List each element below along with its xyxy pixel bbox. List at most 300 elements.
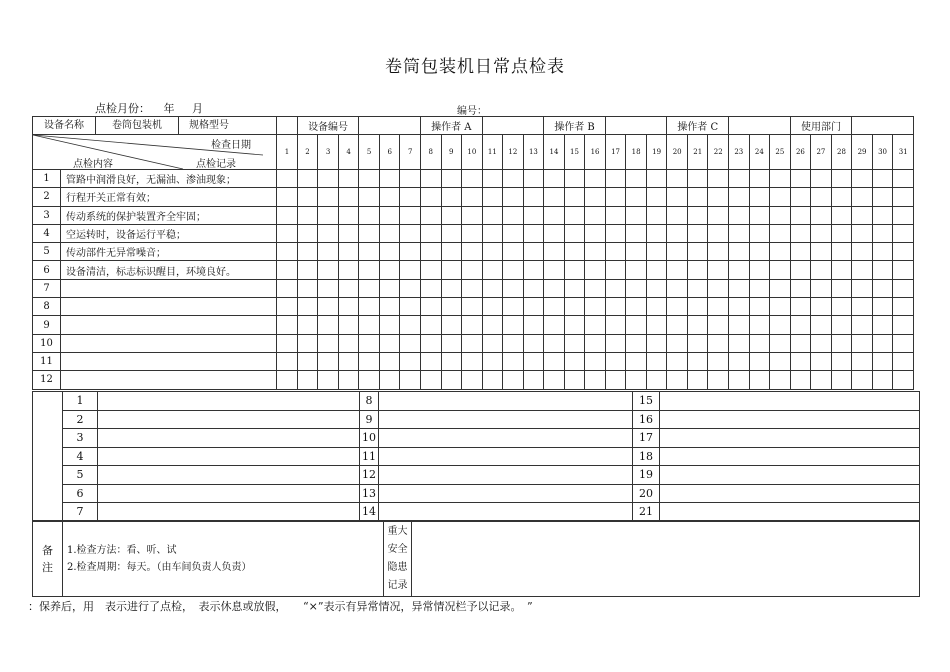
- check-cell[interactable]: [523, 224, 544, 242]
- check-cell[interactable]: [831, 243, 852, 261]
- check-cell[interactable]: [708, 279, 729, 297]
- check-cell[interactable]: [359, 206, 380, 224]
- check-cell[interactable]: [338, 243, 359, 261]
- check-cell[interactable]: [359, 170, 380, 188]
- spec-value[interactable]: [277, 117, 298, 135]
- check-cell[interactable]: [749, 371, 770, 389]
- check-cell[interactable]: [359, 261, 380, 279]
- check-cell[interactable]: [503, 334, 524, 352]
- check-cell[interactable]: [359, 371, 380, 389]
- check-cell[interactable]: [749, 352, 770, 370]
- check-cell[interactable]: [852, 279, 873, 297]
- check-cell[interactable]: [462, 371, 483, 389]
- check-cell[interactable]: [585, 224, 606, 242]
- check-cell[interactable]: [503, 298, 524, 316]
- check-cell[interactable]: [585, 334, 606, 352]
- check-cell[interactable]: [708, 352, 729, 370]
- check-cell[interactable]: [831, 188, 852, 206]
- check-cell[interactable]: [338, 261, 359, 279]
- check-cell[interactable]: [687, 334, 708, 352]
- check-cell[interactable]: [729, 316, 750, 334]
- check-cell[interactable]: [605, 334, 626, 352]
- check-cell[interactable]: [441, 261, 462, 279]
- operator-c-value[interactable]: [729, 117, 791, 135]
- check-cell[interactable]: [503, 261, 524, 279]
- check-cell[interactable]: [462, 298, 483, 316]
- check-cell[interactable]: [277, 224, 298, 242]
- check-cell[interactable]: [462, 261, 483, 279]
- check-cell[interactable]: [379, 206, 400, 224]
- check-cell[interactable]: [605, 170, 626, 188]
- check-cell[interactable]: [729, 279, 750, 297]
- check-cell[interactable]: [708, 206, 729, 224]
- check-cell[interactable]: [831, 316, 852, 334]
- check-cell[interactable]: [462, 170, 483, 188]
- check-cell[interactable]: [585, 170, 606, 188]
- check-cell[interactable]: [338, 298, 359, 316]
- check-cell[interactable]: [687, 188, 708, 206]
- check-cell[interactable]: [400, 206, 421, 224]
- check-cell[interactable]: [687, 206, 708, 224]
- check-cell[interactable]: [482, 224, 503, 242]
- check-cell[interactable]: [523, 352, 544, 370]
- check-cell[interactable]: [687, 316, 708, 334]
- check-cell[interactable]: [605, 298, 626, 316]
- check-cell[interactable]: [379, 243, 400, 261]
- check-cell[interactable]: [667, 298, 688, 316]
- check-cell[interactable]: [482, 170, 503, 188]
- check-cell[interactable]: [379, 188, 400, 206]
- check-cell[interactable]: [544, 188, 565, 206]
- check-cell[interactable]: [318, 352, 339, 370]
- check-cell[interactable]: [379, 371, 400, 389]
- check-cell[interactable]: [687, 279, 708, 297]
- check-cell[interactable]: [872, 298, 893, 316]
- check-cell[interactable]: [379, 352, 400, 370]
- check-cell[interactable]: [729, 261, 750, 279]
- check-cell[interactable]: [893, 261, 914, 279]
- check-cell[interactable]: [585, 316, 606, 334]
- check-cell[interactable]: [831, 279, 852, 297]
- check-cell[interactable]: [708, 261, 729, 279]
- check-cell[interactable]: [770, 206, 791, 224]
- check-cell[interactable]: [646, 188, 667, 206]
- check-cell[interactable]: [749, 188, 770, 206]
- check-cell[interactable]: [626, 224, 647, 242]
- check-cell[interactable]: [893, 224, 914, 242]
- check-cell[interactable]: [893, 298, 914, 316]
- check-cell[interactable]: [400, 298, 421, 316]
- check-cell[interactable]: [564, 316, 585, 334]
- check-cell[interactable]: [872, 170, 893, 188]
- check-cell[interactable]: [708, 243, 729, 261]
- check-cell[interactable]: [482, 188, 503, 206]
- check-cell[interactable]: [646, 170, 667, 188]
- check-cell[interactable]: [420, 352, 441, 370]
- check-cell[interactable]: [811, 170, 832, 188]
- check-cell[interactable]: [359, 316, 380, 334]
- check-cell[interactable]: [462, 206, 483, 224]
- issue-record[interactable]: [660, 429, 920, 448]
- check-cell[interactable]: [605, 188, 626, 206]
- check-cell[interactable]: [441, 188, 462, 206]
- check-cell[interactable]: [523, 188, 544, 206]
- check-cell[interactable]: [277, 243, 298, 261]
- check-cell[interactable]: [872, 334, 893, 352]
- check-cell[interactable]: [626, 261, 647, 279]
- check-cell[interactable]: [523, 279, 544, 297]
- check-cell[interactable]: [852, 316, 873, 334]
- check-cell[interactable]: [770, 279, 791, 297]
- check-cell[interactable]: [605, 371, 626, 389]
- check-cell[interactable]: [626, 170, 647, 188]
- check-cell[interactable]: [420, 188, 441, 206]
- check-cell[interactable]: [379, 334, 400, 352]
- check-cell[interactable]: [605, 352, 626, 370]
- check-cell[interactable]: [297, 334, 318, 352]
- check-cell[interactable]: [687, 170, 708, 188]
- check-cell[interactable]: [544, 298, 565, 316]
- check-cell[interactable]: [482, 371, 503, 389]
- check-cell[interactable]: [770, 316, 791, 334]
- check-cell[interactable]: [893, 316, 914, 334]
- check-cell[interactable]: [585, 261, 606, 279]
- check-cell[interactable]: [605, 279, 626, 297]
- check-cell[interactable]: [523, 206, 544, 224]
- check-cell[interactable]: [667, 279, 688, 297]
- check-cell[interactable]: [297, 261, 318, 279]
- check-cell[interactable]: [462, 316, 483, 334]
- issue-record[interactable]: [379, 484, 633, 503]
- check-cell[interactable]: [420, 243, 441, 261]
- check-cell[interactable]: [605, 261, 626, 279]
- check-cell[interactable]: [770, 371, 791, 389]
- check-cell[interactable]: [831, 170, 852, 188]
- check-cell[interactable]: [564, 298, 585, 316]
- check-cell[interactable]: [523, 298, 544, 316]
- check-cell[interactable]: [893, 243, 914, 261]
- check-cell[interactable]: [318, 371, 339, 389]
- check-cell[interactable]: [585, 279, 606, 297]
- check-cell[interactable]: [420, 170, 441, 188]
- check-cell[interactable]: [852, 243, 873, 261]
- check-cell[interactable]: [420, 334, 441, 352]
- check-cell[interactable]: [503, 316, 524, 334]
- check-cell[interactable]: [379, 279, 400, 297]
- check-cell[interactable]: [585, 188, 606, 206]
- check-cell[interactable]: [790, 188, 811, 206]
- check-cell[interactable]: [297, 352, 318, 370]
- check-cell[interactable]: [872, 243, 893, 261]
- check-cell[interactable]: [441, 334, 462, 352]
- check-cell[interactable]: [667, 206, 688, 224]
- check-cell[interactable]: [441, 298, 462, 316]
- check-cell[interactable]: [441, 371, 462, 389]
- check-cell[interactable]: [831, 261, 852, 279]
- check-cell[interactable]: [462, 352, 483, 370]
- check-cell[interactable]: [831, 206, 852, 224]
- check-cell[interactable]: [359, 279, 380, 297]
- check-cell[interactable]: [441, 170, 462, 188]
- check-cell[interactable]: [749, 224, 770, 242]
- check-cell[interactable]: [420, 279, 441, 297]
- check-cell[interactable]: [523, 261, 544, 279]
- check-cell[interactable]: [441, 316, 462, 334]
- check-cell[interactable]: [318, 224, 339, 242]
- check-cell[interactable]: [400, 243, 421, 261]
- check-cell[interactable]: [872, 316, 893, 334]
- check-cell[interactable]: [687, 243, 708, 261]
- check-cell[interactable]: [790, 316, 811, 334]
- check-cell[interactable]: [400, 316, 421, 334]
- check-cell[interactable]: [482, 298, 503, 316]
- check-cell[interactable]: [318, 279, 339, 297]
- check-cell[interactable]: [400, 224, 421, 242]
- check-cell[interactable]: [811, 224, 832, 242]
- check-cell[interactable]: [544, 261, 565, 279]
- check-cell[interactable]: [359, 352, 380, 370]
- check-cell[interactable]: [462, 243, 483, 261]
- check-cell[interactable]: [811, 188, 832, 206]
- check-cell[interactable]: [872, 371, 893, 389]
- operator-a-value[interactable]: [482, 117, 544, 135]
- check-cell[interactable]: [277, 279, 298, 297]
- check-cell[interactable]: [277, 188, 298, 206]
- check-cell[interactable]: [564, 206, 585, 224]
- check-cell[interactable]: [338, 316, 359, 334]
- check-cell[interactable]: [708, 170, 729, 188]
- major-hazard-record[interactable]: [412, 521, 920, 597]
- check-cell[interactable]: [811, 261, 832, 279]
- check-cell[interactable]: [729, 243, 750, 261]
- check-cell[interactable]: [482, 206, 503, 224]
- check-cell[interactable]: [318, 243, 339, 261]
- check-cell[interactable]: [646, 334, 667, 352]
- check-cell[interactable]: [729, 206, 750, 224]
- issue-record[interactable]: [379, 410, 633, 429]
- check-cell[interactable]: [708, 334, 729, 352]
- check-cell[interactable]: [318, 298, 339, 316]
- issue-record[interactable]: [98, 447, 360, 466]
- check-cell[interactable]: [338, 371, 359, 389]
- check-cell[interactable]: [729, 334, 750, 352]
- issue-record[interactable]: [660, 484, 920, 503]
- check-cell[interactable]: [544, 352, 565, 370]
- check-cell[interactable]: [277, 261, 298, 279]
- check-cell[interactable]: [277, 316, 298, 334]
- check-cell[interactable]: [708, 371, 729, 389]
- check-cell[interactable]: [852, 261, 873, 279]
- check-cell[interactable]: [564, 188, 585, 206]
- check-cell[interactable]: [893, 352, 914, 370]
- check-cell[interactable]: [646, 279, 667, 297]
- check-cell[interactable]: [420, 224, 441, 242]
- check-cell[interactable]: [605, 243, 626, 261]
- issue-record[interactable]: [98, 484, 360, 503]
- check-cell[interactable]: [893, 188, 914, 206]
- check-cell[interactable]: [626, 316, 647, 334]
- check-cell[interactable]: [441, 243, 462, 261]
- device-no-value[interactable]: [359, 117, 421, 135]
- check-cell[interactable]: [811, 279, 832, 297]
- check-cell[interactable]: [338, 206, 359, 224]
- check-cell[interactable]: [770, 243, 791, 261]
- check-cell[interactable]: [503, 188, 524, 206]
- check-cell[interactable]: [482, 316, 503, 334]
- check-cell[interactable]: [359, 334, 380, 352]
- check-cell[interactable]: [379, 316, 400, 334]
- check-cell[interactable]: [872, 279, 893, 297]
- check-cell[interactable]: [503, 352, 524, 370]
- check-cell[interactable]: [605, 316, 626, 334]
- check-cell[interactable]: [749, 170, 770, 188]
- check-cell[interactable]: [503, 206, 524, 224]
- check-cell[interactable]: [523, 243, 544, 261]
- dept-value[interactable]: [852, 117, 914, 135]
- check-cell[interactable]: [277, 206, 298, 224]
- check-cell[interactable]: [318, 316, 339, 334]
- check-cell[interactable]: [770, 352, 791, 370]
- check-cell[interactable]: [729, 188, 750, 206]
- issue-record[interactable]: [98, 503, 360, 522]
- check-cell[interactable]: [297, 243, 318, 261]
- check-cell[interactable]: [297, 279, 318, 297]
- issue-record[interactable]: [660, 392, 920, 411]
- check-cell[interactable]: [544, 316, 565, 334]
- check-cell[interactable]: [749, 206, 770, 224]
- check-cell[interactable]: [297, 371, 318, 389]
- issue-record[interactable]: [98, 466, 360, 485]
- issue-record[interactable]: [379, 503, 633, 522]
- check-cell[interactable]: [277, 352, 298, 370]
- check-cell[interactable]: [564, 261, 585, 279]
- check-cell[interactable]: [811, 371, 832, 389]
- check-cell[interactable]: [626, 371, 647, 389]
- check-cell[interactable]: [318, 170, 339, 188]
- check-cell[interactable]: [400, 334, 421, 352]
- check-cell[interactable]: [893, 334, 914, 352]
- check-cell[interactable]: [400, 188, 421, 206]
- check-cell[interactable]: [503, 279, 524, 297]
- check-cell[interactable]: [626, 206, 647, 224]
- check-cell[interactable]: [359, 243, 380, 261]
- check-cell[interactable]: [626, 279, 647, 297]
- check-cell[interactable]: [564, 352, 585, 370]
- check-cell[interactable]: [749, 279, 770, 297]
- check-cell[interactable]: [708, 188, 729, 206]
- check-cell[interactable]: [790, 206, 811, 224]
- check-cell[interactable]: [503, 224, 524, 242]
- check-cell[interactable]: [297, 170, 318, 188]
- check-cell[interactable]: [462, 224, 483, 242]
- check-cell[interactable]: [770, 334, 791, 352]
- check-cell[interactable]: [790, 170, 811, 188]
- check-cell[interactable]: [770, 224, 791, 242]
- check-cell[interactable]: [667, 224, 688, 242]
- check-cell[interactable]: [811, 334, 832, 352]
- check-cell[interactable]: [852, 334, 873, 352]
- check-cell[interactable]: [708, 316, 729, 334]
- check-cell[interactable]: [770, 261, 791, 279]
- check-cell[interactable]: [605, 206, 626, 224]
- check-cell[interactable]: [503, 371, 524, 389]
- check-cell[interactable]: [338, 224, 359, 242]
- check-cell[interactable]: [852, 170, 873, 188]
- check-cell[interactable]: [482, 352, 503, 370]
- check-cell[interactable]: [626, 243, 647, 261]
- check-cell[interactable]: [564, 170, 585, 188]
- check-cell[interactable]: [297, 316, 318, 334]
- check-cell[interactable]: [646, 316, 667, 334]
- check-cell[interactable]: [687, 298, 708, 316]
- check-cell[interactable]: [544, 243, 565, 261]
- check-cell[interactable]: [441, 279, 462, 297]
- check-cell[interactable]: [482, 243, 503, 261]
- check-cell[interactable]: [872, 352, 893, 370]
- check-cell[interactable]: [462, 188, 483, 206]
- check-cell[interactable]: [441, 352, 462, 370]
- check-cell[interactable]: [338, 170, 359, 188]
- check-cell[interactable]: [626, 188, 647, 206]
- check-cell[interactable]: [400, 170, 421, 188]
- check-cell[interactable]: [770, 188, 791, 206]
- issue-record[interactable]: [379, 466, 633, 485]
- check-cell[interactable]: [893, 371, 914, 389]
- check-cell[interactable]: [708, 298, 729, 316]
- check-cell[interactable]: [379, 261, 400, 279]
- check-cell[interactable]: [852, 371, 873, 389]
- check-cell[interactable]: [852, 224, 873, 242]
- check-cell[interactable]: [872, 206, 893, 224]
- check-cell[interactable]: [277, 334, 298, 352]
- issue-record[interactable]: [98, 410, 360, 429]
- check-cell[interactable]: [338, 352, 359, 370]
- check-cell[interactable]: [729, 298, 750, 316]
- check-cell[interactable]: [687, 371, 708, 389]
- check-cell[interactable]: [770, 170, 791, 188]
- check-cell[interactable]: [277, 170, 298, 188]
- check-cell[interactable]: [503, 170, 524, 188]
- check-cell[interactable]: [872, 188, 893, 206]
- check-cell[interactable]: [626, 352, 647, 370]
- issue-record[interactable]: [660, 447, 920, 466]
- check-cell[interactable]: [811, 298, 832, 316]
- check-cell[interactable]: [585, 371, 606, 389]
- check-cell[interactable]: [749, 316, 770, 334]
- check-cell[interactable]: [379, 298, 400, 316]
- check-cell[interactable]: [482, 279, 503, 297]
- check-cell[interactable]: [831, 298, 852, 316]
- issue-record[interactable]: [379, 447, 633, 466]
- check-cell[interactable]: [790, 334, 811, 352]
- check-cell[interactable]: [379, 170, 400, 188]
- check-cell[interactable]: [749, 334, 770, 352]
- issue-record[interactable]: [98, 392, 360, 411]
- check-cell[interactable]: [811, 352, 832, 370]
- check-cell[interactable]: [338, 334, 359, 352]
- check-cell[interactable]: [482, 261, 503, 279]
- check-cell[interactable]: [893, 206, 914, 224]
- check-cell[interactable]: [544, 279, 565, 297]
- check-cell[interactable]: [872, 261, 893, 279]
- check-cell[interactable]: [359, 188, 380, 206]
- issue-record[interactable]: [98, 429, 360, 448]
- check-cell[interactable]: [687, 224, 708, 242]
- check-cell[interactable]: [646, 206, 667, 224]
- check-cell[interactable]: [770, 298, 791, 316]
- check-cell[interactable]: [626, 298, 647, 316]
- check-cell[interactable]: [318, 334, 339, 352]
